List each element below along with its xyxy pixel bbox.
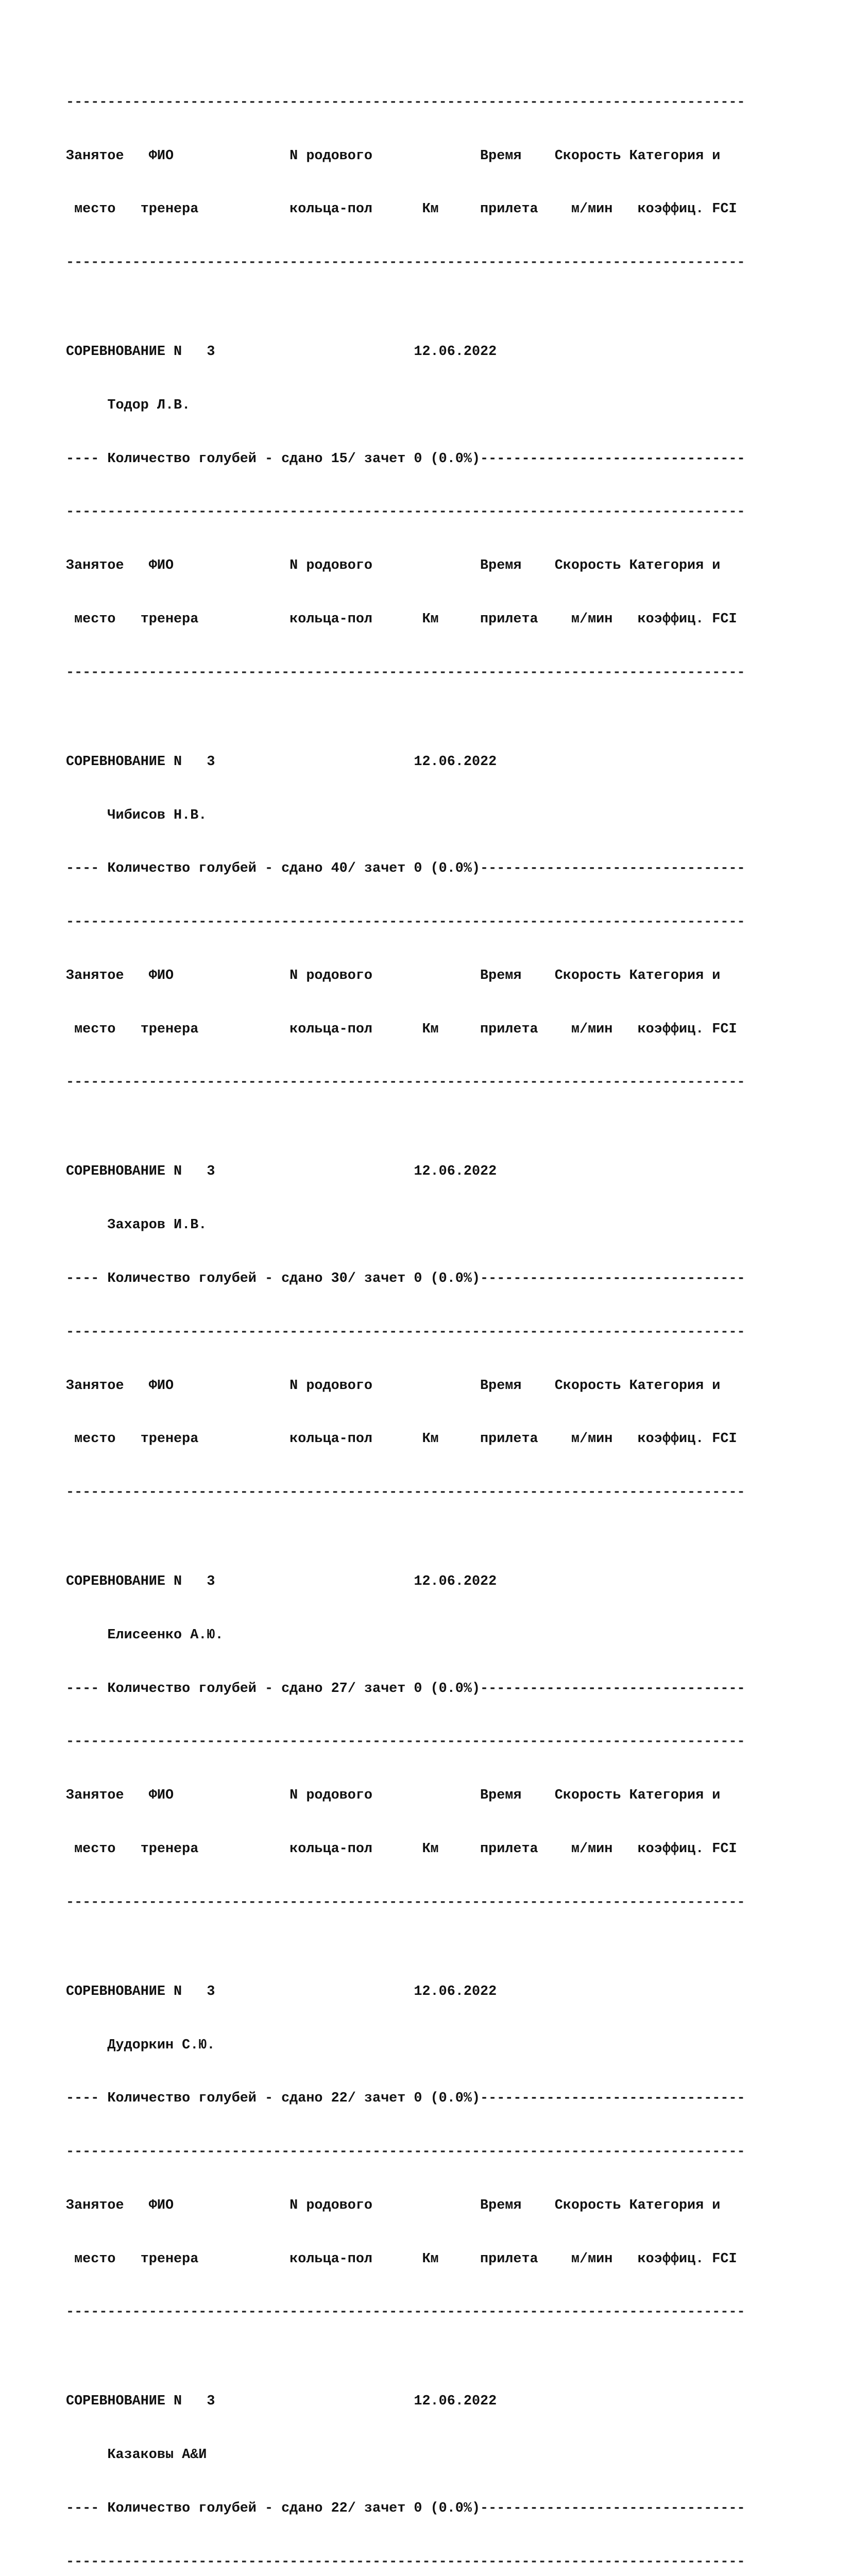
column-header-line-2: место тренера кольца-пол Км прилета м/мин коэффиц. FCI (66, 201, 737, 217)
column-header-line-2: место тренера кольца-пол Км прилета м/мин коэффиц. FCI (66, 2251, 737, 2267)
column-header-line-1: Занятое ФИО N родового Время Скорость Категория и (66, 2197, 721, 2213)
column-header-line-2: место тренера кольца-пол Км прилета м/мин коэффиц. FCI (66, 1431, 737, 1447)
separator-line: ---------------------------------------------------------------------------------- (66, 1734, 745, 1750)
separator-line: ---------------------------------------------------------------------------------- (66, 2144, 745, 2160)
separator-line: ---------------------------------------------------------------------------------- (66, 914, 745, 930)
pigeon-count-summary: ---- Количество голубей - сдано 30/ зачет 0 (0.0%)-------------------------------- (66, 1270, 745, 1286)
trainer-name: Захаров И.В. (66, 1217, 207, 1233)
competition-line: СОРЕВНОВАНИЕ N 3 12.06.2022 (66, 1984, 497, 1999)
trainer-name: Казаковы А&И (66, 2447, 207, 2463)
column-header-line-2: место тренера кольца-пол Км прилета м/мин коэффиц. FCI (66, 1841, 737, 1857)
pigeon-count-summary: ---- Количество голубей - сдано 22/ зачет 0 (0.0%)-------------------------------- (66, 2500, 745, 2516)
competition-line: СОРЕВНОВАНИЕ N 3 12.06.2022 (66, 1164, 497, 1180)
competition-line: СОРЕВНОВАНИЕ N 3 12.06.2022 (66, 2394, 497, 2410)
column-header-line-1: Занятое ФИО N родового Время Скорость Категория и (66, 1378, 721, 1394)
competition-line: СОРЕВНОВАНИЕ N 3 12.06.2022 (66, 1574, 497, 1590)
separator-line: ---------------------------------------------------------------------------------- (66, 2554, 745, 2570)
results-document (66, 40, 839, 2576)
trainer-name: Тодор Л.В. (66, 397, 191, 413)
separator-line: ---------------------------------------------------------------------------------- (66, 1324, 745, 1340)
separator-line: ---------------------------------------------------------------------------------- (66, 504, 745, 520)
competition-line: СОРЕВНОВАНИЕ N 3 12.06.2022 (66, 754, 497, 770)
column-header-line-1: Занятое ФИО N родового Время Скорость Категория и (66, 968, 721, 984)
pigeon-count-summary: ---- Количество голубей - сдано 40/ зачет 0 (0.0%)-------------------------------- (66, 861, 745, 877)
separator-line: ---------------------------------------------------------------------------------- (66, 2304, 745, 2320)
trainer-name: Елисеенко А.Ю. (66, 1627, 224, 1643)
separator-line: ---------------------------------------------------------------------------------- (66, 1075, 745, 1091)
column-header-line-1: Занятое ФИО N родового Время Скорость Категория и (66, 148, 721, 164)
column-header-line-1: Занятое ФИО N родового Время Скорость Категория и (66, 1788, 721, 1804)
separator-line: ---------------------------------------------------------------------------------- (66, 1894, 745, 1910)
column-header-line-1: Занятое ФИО N родового Время Скорость Категория и (66, 558, 721, 574)
separator-line: ---------------------------------------------------------------------------------- (66, 1485, 745, 1501)
column-header-line-2: место тренера кольца-пол Км прилета м/мин коэффиц. FCI (66, 1021, 737, 1037)
pigeon-count-summary: ---- Количество голубей - сдано 15/ зачет 0 (0.0%)-------------------------------- (66, 451, 745, 467)
separator-line: ---------------------------------------------------------------------------------- (66, 94, 745, 110)
trainer-name: Дудоркин С.Ю. (66, 2037, 215, 2053)
separator-line: ---------------------------------------------------------------------------------- (66, 665, 745, 681)
column-header-line-2: место тренера кольца-пол Км прилета м/мин коэффиц. FCI (66, 612, 737, 627)
competition-line: СОРЕВНОВАНИЕ N 3 12.06.2022 (66, 344, 497, 360)
separator-line: ---------------------------------------------------------------------------------- (66, 255, 745, 271)
pigeon-count-summary: ---- Количество голубей - сдано 22/ зачет 0 (0.0%)-------------------------------- (66, 2091, 745, 2107)
trainer-name: Чибисов Н.В. (66, 807, 207, 823)
pigeon-count-summary: ---- Количество голубей - сдано 27/ зачет 0 (0.0%)-------------------------------- (66, 1681, 745, 1697)
